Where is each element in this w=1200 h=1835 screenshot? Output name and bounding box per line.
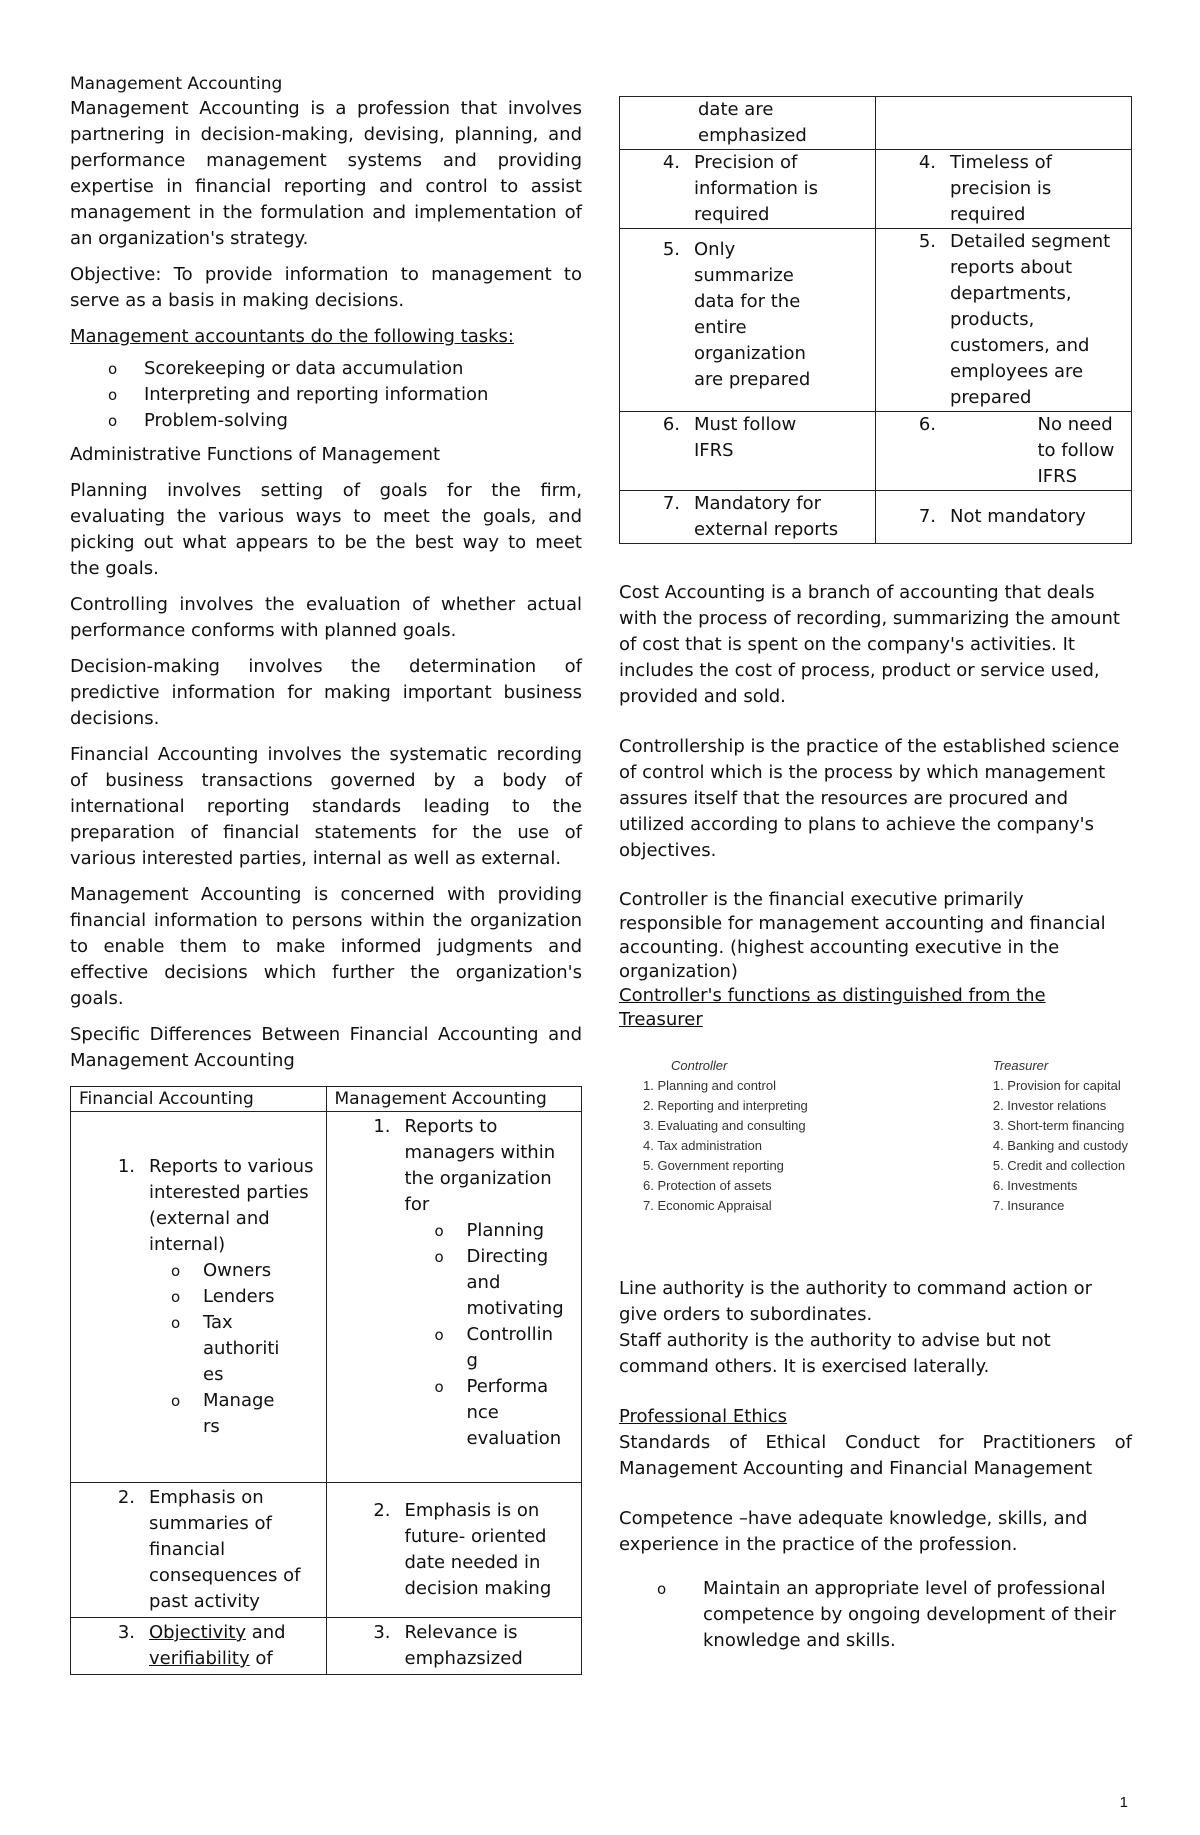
figure-title: Controller <box>671 1058 728 1073</box>
table-cell <box>876 412 1132 491</box>
competence-list <box>619 1576 1132 1654</box>
item-number: 3. <box>117 1622 135 1643</box>
table-cell <box>620 412 876 491</box>
underlined-term: verifiability <box>149 1648 250 1669</box>
differences-heading: Specific Differences Between Financial Accounting and Management Accounting <box>70 1024 582 1071</box>
controlling-paragraph: Controlling involves the evaluation of whether actual performance conforms with planned goals. <box>70 594 582 641</box>
item-number: 4. <box>662 152 680 173</box>
cell-text: No need to follow IFRS <box>1037 414 1115 487</box>
staff-authority-paragraph: Staff authority is the authority to advise but not command others. It is exercised laterally. <box>619 1330 1051 1377</box>
cell-text: of <box>249 1648 273 1669</box>
cell-text: Relevance is emphazsized <box>404 1622 523 1669</box>
table-cell: date are emphasized <box>620 97 876 150</box>
page-number: 1 <box>1119 1794 1128 1811</box>
list-item: o Directing and motivating <box>433 1244 537 1322</box>
item-number: 6. <box>918 414 936 435</box>
list-item: o Scorekeeping or data accumulation <box>108 356 582 382</box>
list-item: o Maintain an appropriate level of professional competence by ongoing development of their knowledge and skills. <box>657 1576 1132 1654</box>
item-number: 3. <box>373 1622 391 1643</box>
item-number: 7. <box>918 506 936 527</box>
table-row <box>620 412 1132 491</box>
table-cell <box>620 229 876 412</box>
table-row <box>620 229 1132 412</box>
list-item: 5. Credit and collection <box>992 1158 1126 1173</box>
item-number: 7. <box>662 493 680 514</box>
list-item: 6. Investments <box>992 1178 1078 1193</box>
list-item: 4. Banking and custody <box>992 1138 1128 1153</box>
item-number: 6. <box>662 414 680 435</box>
table-cell <box>876 150 1132 229</box>
tasks-heading: Management accountants do the following tasks: <box>70 326 514 347</box>
controllership-paragraph: Controllership is the practice of the established science of control which is the process by which management assures itself that the resources are procured and utilized according to plans to achieve the company's objectives. <box>619 736 1120 861</box>
objective-paragraph: Objective: To provide information to management to serve as a basis in making decisions. <box>70 264 582 311</box>
comparison-table-continued <box>619 96 1132 544</box>
list-item: 7. Insurance <box>992 1198 1065 1213</box>
controller-paragraph: Controller is the financial executive primarily responsible for management accounting and financial accounting. (highest accounting executive in the organization) <box>619 889 1106 982</box>
table-cell <box>876 491 1132 544</box>
table-row <box>620 97 1132 150</box>
column-header: Management Accounting <box>326 1087 582 1112</box>
cell-text: Reports to various interested parties (external and internal) <box>149 1156 314 1255</box>
list-item: 4. Tax administration <box>643 1138 762 1153</box>
table-cell <box>71 1483 327 1618</box>
admin-functions-heading: Administrative Functions of Management <box>70 444 441 465</box>
cell-text: Emphasis on summaries of financial consequences of past activity <box>149 1487 301 1612</box>
list-item: o Performa nce evaluation <box>433 1374 537 1452</box>
table-cell <box>620 150 876 229</box>
table-cell <box>876 229 1132 412</box>
financial-accounting-paragraph: Financial Accounting involves the systematic recording of business transactions governed by a body of international reporting standards leading to the preparation of financial statements for the use of various interested parties, internal as well as external. <box>70 744 582 869</box>
item-number: 2. <box>117 1487 135 1508</box>
table-cell <box>326 1483 582 1618</box>
cell-text: Mandatory for external reports <box>694 493 839 540</box>
list-item: o Problem-solving <box>108 408 582 434</box>
list-item: 1. Planning and control <box>643 1078 776 1093</box>
cell-text: Detailed segment reports about departments, products, customers, and employees are prepared <box>950 231 1111 408</box>
line-authority-paragraph: Line authority is the authority to command action or give orders to subordinates. <box>619 1278 1092 1325</box>
list-item: 2. Reporting and interpreting <box>643 1098 808 1113</box>
list-item: o Controllin g <box>433 1322 537 1374</box>
table-cell <box>71 1618 327 1675</box>
tasks-list <box>70 356 582 434</box>
list-item: 1. Provision for capital <box>992 1078 1121 1093</box>
table-row <box>620 491 1132 544</box>
list-item: o Tax authoriti es <box>169 1310 273 1388</box>
controller-functions-heading: Controller's functions as distinguished from the Treasurer <box>619 985 1046 1030</box>
item-number: 1. <box>373 1116 391 1137</box>
list-item: o Planning <box>433 1218 576 1244</box>
cell-text: Only summarize data for the entire organization are prepared <box>694 239 811 390</box>
management-accounting-paragraph: Management Accounting is concerned with providing financial information to persons within the organization to enable them to make informed judgments and effective decisions which further the organization's goals. <box>70 884 582 1009</box>
decision-paragraph: Decision-making involves the determination of predictive information for making important business decisions. <box>70 656 582 729</box>
right-column <box>619 96 1132 1662</box>
table-row <box>71 1112 582 1483</box>
sub-list <box>169 1258 320 1440</box>
cell-text: Precision of information is required <box>694 152 818 225</box>
item-number: 4. <box>918 152 936 173</box>
underlined-term: Objectivity <box>149 1622 246 1643</box>
intro-paragraph: Management Accounting is a profession that involves partnering in decision-making, devising, planning, and performance management systems and providing expertise in financial reporting and control to assist management in the formulation and implementation of an organization's strategy. <box>70 98 582 249</box>
table-cell <box>876 97 1132 150</box>
list-item: o Manage rs <box>169 1388 273 1440</box>
list-item: o Interpreting and reporting information <box>108 382 582 408</box>
left-column <box>70 72 582 1675</box>
competence-paragraph: Competence –have adequate knowledge, skills, and experience in the practice of the profession. <box>619 1508 1088 1555</box>
table-row <box>71 1618 582 1675</box>
list-item: 3. Short-term financing <box>992 1118 1125 1133</box>
item-number: 2. <box>373 1500 391 1521</box>
list-item: o Lenders <box>169 1284 320 1310</box>
cell-text: Not mandatory <box>950 506 1086 527</box>
document-title: Management Accounting <box>70 74 283 94</box>
item-number: 5. <box>662 239 680 260</box>
table-row <box>71 1483 582 1618</box>
treasurer-list <box>993 1056 1128 1216</box>
controller-list <box>627 1056 808 1216</box>
cell-text: and <box>246 1622 286 1643</box>
cell-text: Timeless of precision is required <box>950 152 1052 225</box>
ethics-heading: Professional Ethics <box>619 1406 788 1427</box>
list-item: 6. Protection of assets <box>643 1178 772 1193</box>
table-row <box>620 150 1132 229</box>
table-header-row <box>71 1087 582 1112</box>
list-item: 3. Evaluating and consulting <box>643 1118 806 1133</box>
cell-text: Emphasis is on future- oriented date needed in decision making <box>404 1500 552 1599</box>
item-number: 5. <box>918 231 936 252</box>
cell-text: Reports to managers within the organization for <box>404 1116 556 1215</box>
table-cell <box>326 1618 582 1675</box>
comparison-table <box>70 1086 582 1675</box>
planning-paragraph: Planning involves setting of goals for the firm, evaluating the various ways to meet the goals, and picking out what appears to be the best way to meet the goals. <box>70 480 582 579</box>
list-item: 7. Economic Appraisal <box>643 1198 772 1213</box>
standards-paragraph: Standards of Ethical Conduct for Practitioners of Management Accounting and Financial Management <box>619 1432 1132 1479</box>
cell-text <box>950 412 1038 490</box>
item-number: 1. <box>117 1156 135 1177</box>
cell-text: Must follow IFRS <box>694 414 797 461</box>
controller-treasurer-figure <box>619 1042 1132 1216</box>
list-item: 5. Government reporting <box>643 1158 784 1173</box>
list-item: o Owners <box>169 1258 320 1284</box>
sub-list <box>433 1218 576 1452</box>
table-cell <box>620 491 876 544</box>
column-header: Financial Accounting <box>71 1087 327 1112</box>
figure-title: Treasurer <box>992 1058 1049 1073</box>
table-cell <box>71 1112 327 1483</box>
cost-accounting-paragraph: Cost Accounting is a branch of accounting that deals with the process of recording, summarizing the amount of cost that is spent on the company's activities. It includes the cost of process, product or service used, provided and sold. <box>619 582 1120 707</box>
list-item: 2. Investor relations <box>992 1098 1107 1113</box>
table-cell <box>326 1112 582 1483</box>
